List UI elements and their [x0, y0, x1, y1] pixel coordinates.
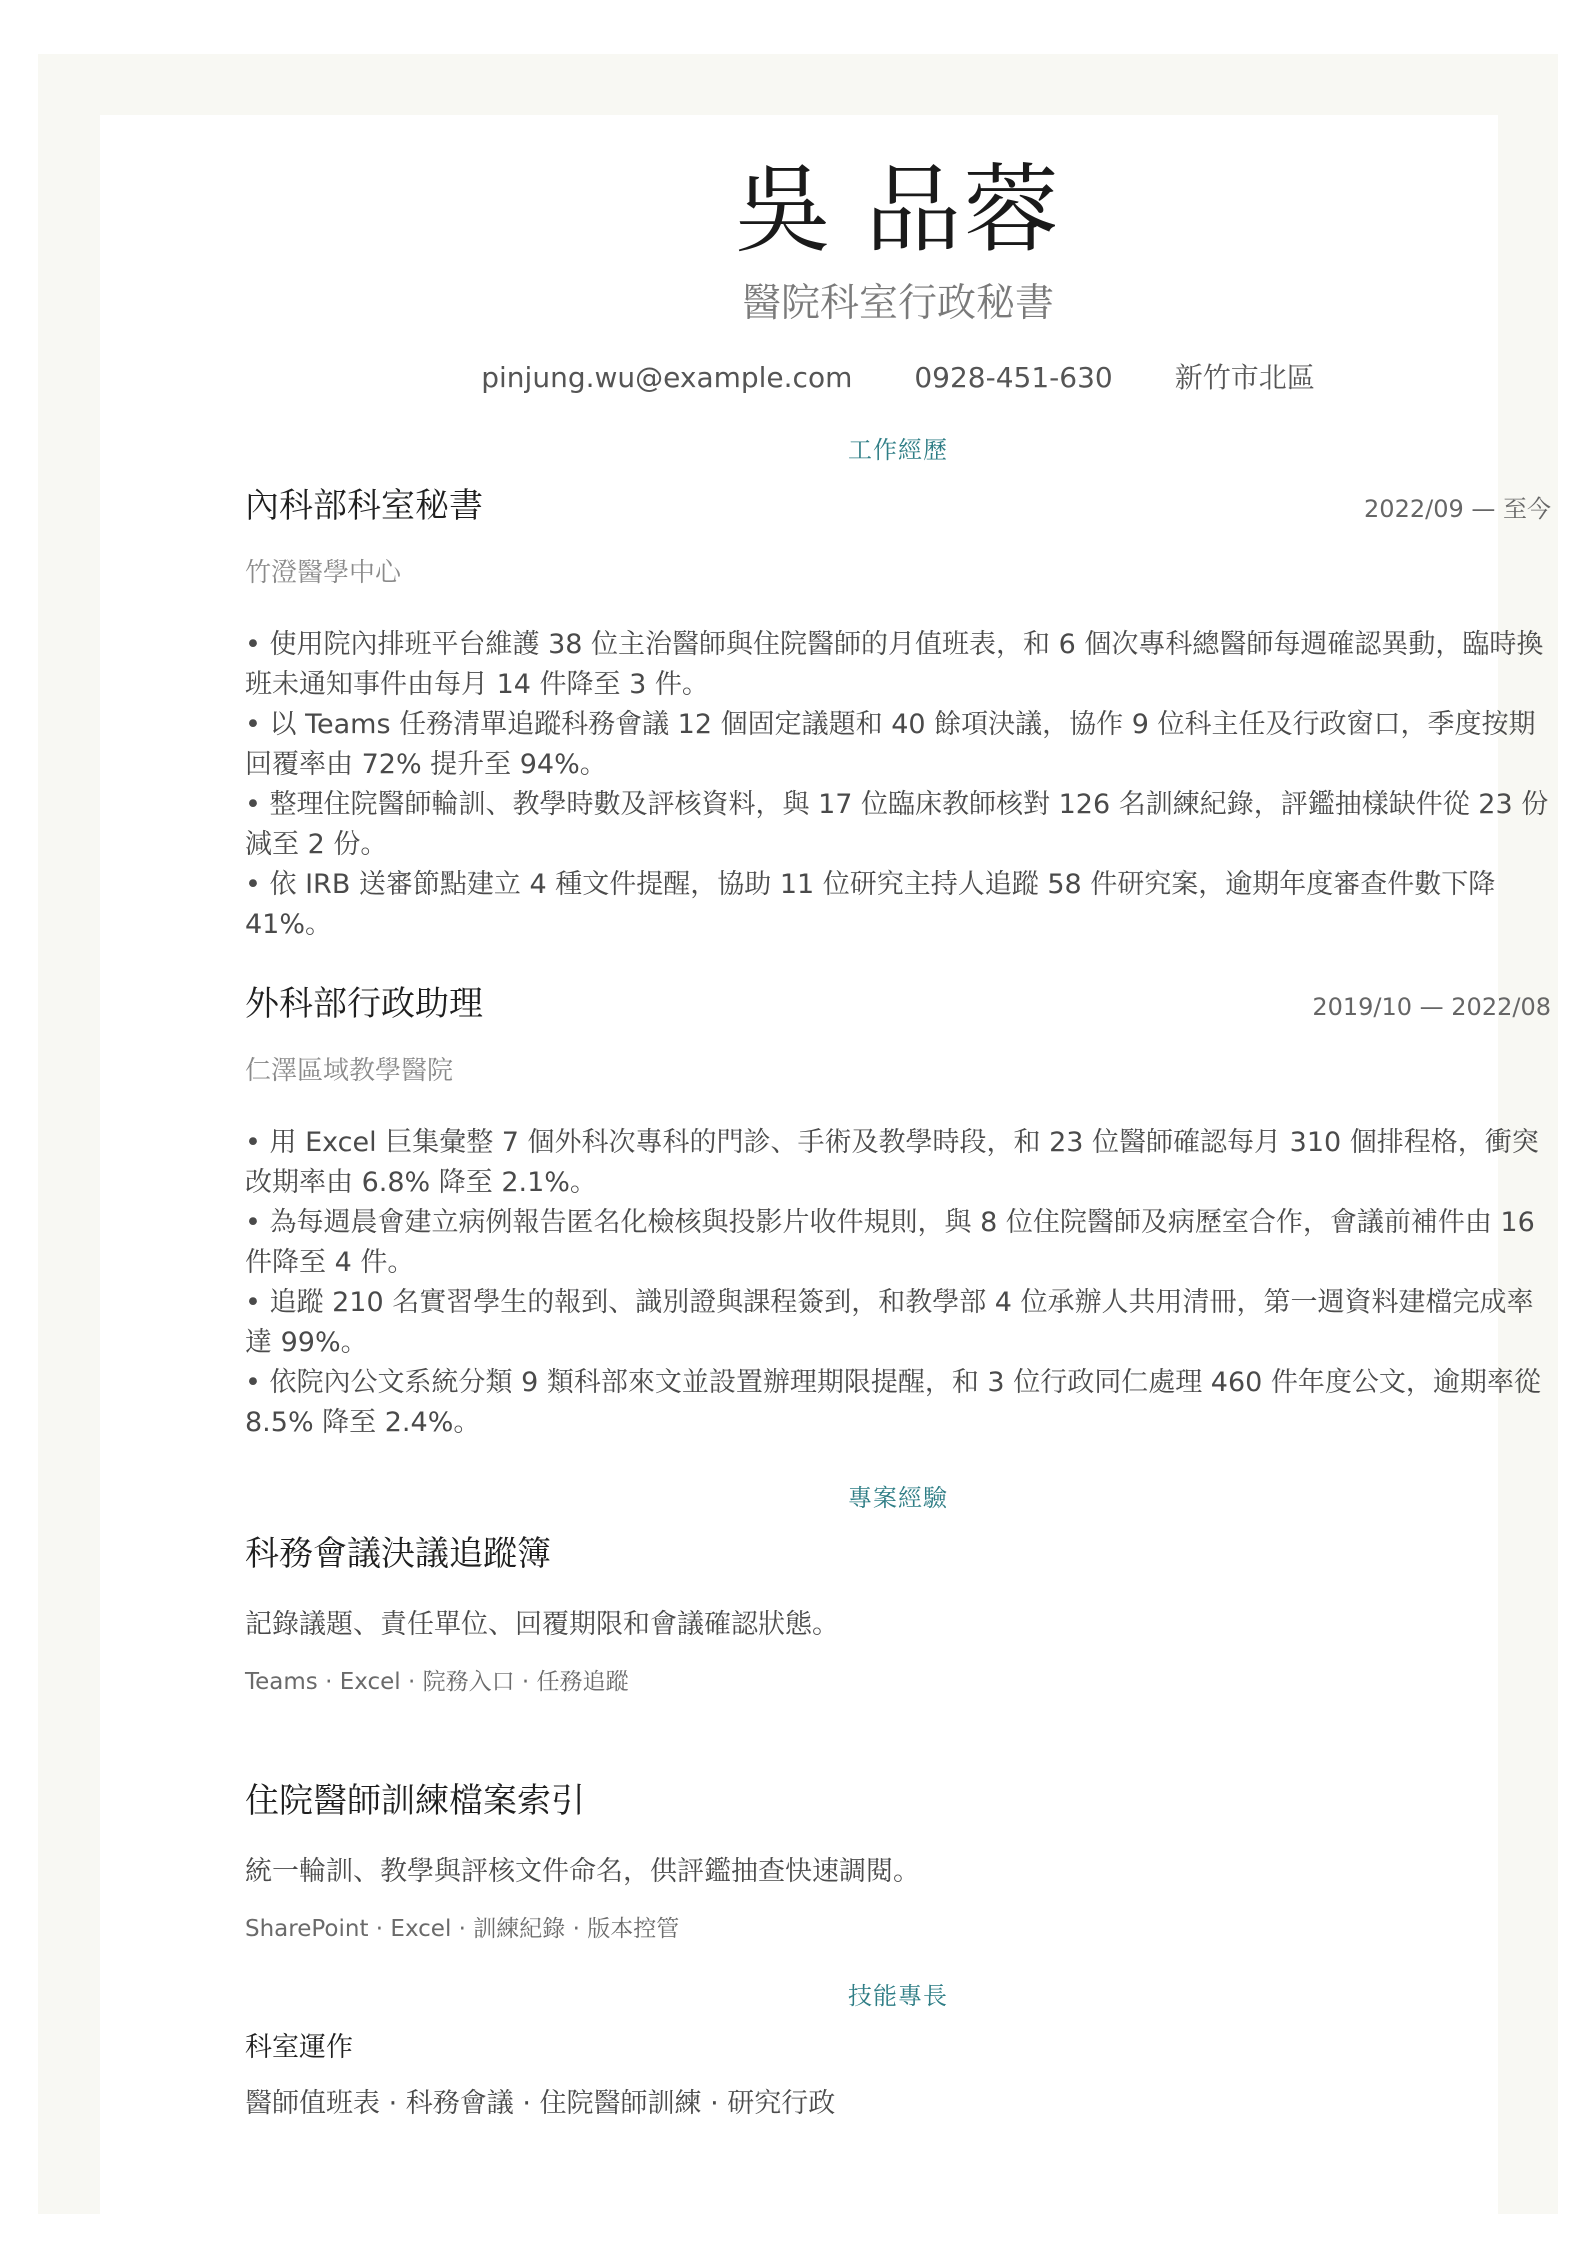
- experience-organization: 竹澄醫學中心: [245, 558, 402, 588]
- experience-organization: 仁澤區域教學醫院: [245, 1056, 454, 1086]
- email-text: pinjung.wu@example.com: [481, 361, 853, 394]
- project-title: 住院醫師訓練檔案索引: [245, 1781, 585, 1821]
- phone-text: 0928-451-630: [914, 361, 1113, 394]
- bullet-item: • 依院內公文系統分類 9 類科部來文並設置辦理期限提醒，和 3 位行政同仁處理 460 件年度公文，逾期率從 8.5% 降至 2.4%。: [245, 1367, 1541, 1438]
- project-title: 科務會議決議追蹤簿: [245, 1534, 551, 1574]
- experience-date: 2022/09 — 至今: [1364, 495, 1551, 523]
- experience-entry-header: [245, 485, 1551, 527]
- bullet-item: • 依 IRB 送審節點建立 4 種文件提醒，協助 11 位研究主持人追蹤 58 件研究案，逾期年度審查件數下降 41%。: [245, 869, 1496, 940]
- project-tags: SharePoint · Excel · 訓練紀錄 · 版本控管: [245, 1916, 680, 1942]
- bullet-item: • 以 Teams 任務清單追蹤科務會議 12 個固定議題和 40 餘項決議，協作 9 位科主任及行政窗口，季度按期回覆率由 72% 提升至 94%。: [245, 709, 1536, 780]
- section-heading-projects: 專案經驗: [848, 1484, 948, 1512]
- bullet-item: • 追蹤 210 名實習學生的報到、識別證與課程簽到，和教學部 4 位承辦人共用清冊，第一週資料建檔完成率達 99%。: [245, 1287, 1534, 1358]
- candidate-name: 吳 品蓉: [734, 154, 1062, 266]
- skill-items: 醫師值班表 · 科務會議 · 住院醫師訓練 · 研究行政: [245, 2088, 836, 2119]
- experience-date: 2019/10 — 2022/08: [1312, 993, 1551, 1021]
- experience-title: 外科部行政助理: [245, 984, 483, 1024]
- location-text: 新竹市北區: [1174, 361, 1315, 394]
- experience-entry-header: [245, 983, 1551, 1025]
- project-tags: Teams · Excel · 院務入口 · 任務追蹤: [245, 1669, 629, 1695]
- bullet-item: • 使用院內排班平台維護 38 位主治醫師與住院醫師的月值班表，和 6 個次專科總醫師每週確認異動，臨時換班未通知事件由每月 14 件降至 3 件。: [245, 629, 1544, 700]
- bullet-item: • 用 Excel 巨集彙整 7 個外科次專科的門診、手術及教學時段，和 23 位醫師確認每月 310 個排程格，衝突改期率由 6.8% 降至 2.1%。: [245, 1127, 1539, 1198]
- experience-title: 內科部科室秘書: [245, 486, 483, 526]
- section-heading-skills: 技能專長: [848, 1982, 948, 2010]
- section-heading-experience: 工作經歷: [848, 436, 948, 464]
- experience-bullets: [245, 1123, 1551, 1443]
- experience-bullets: [245, 625, 1551, 945]
- contact-info: [245, 360, 1551, 396]
- bullet-item: • 為每週晨會建立病例報告匿名化檢核與投影片收件規則，與 8 位住院醫師及病歷室合作，會議前補件由 16 件降至 4 件。: [245, 1207, 1535, 1278]
- project-description: 記錄議題、責任單位、回覆期限和會議確認狀態。: [245, 1609, 839, 1640]
- resume-page: [100, 115, 1551, 2214]
- project-description: 統一輪訓、教學與評核文件命名，供評鑑抽查快速調閱。: [245, 1856, 920, 1887]
- skill-category: 科室運作: [245, 2032, 353, 2063]
- bullet-item: • 整理住院醫師輪訓、教學時數及評核資料，與 17 位臨床教師核對 126 名訓練紀錄，評鑑抽樣缺件從 23 份減至 2 份。: [245, 789, 1549, 860]
- job-title: 醫院科室行政秘書: [741, 281, 1054, 326]
